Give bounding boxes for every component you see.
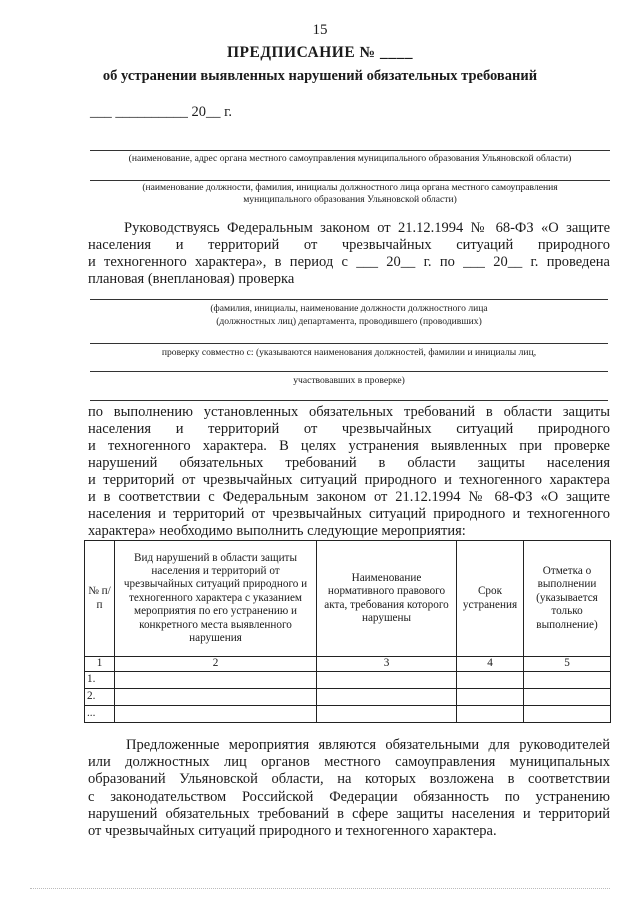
participants-caption: участвовавших в проверке) bbox=[293, 375, 405, 386]
scan-edge-artifact bbox=[30, 888, 610, 889]
row-number: 1. bbox=[85, 672, 115, 689]
column-number: 5 bbox=[524, 657, 611, 672]
document-subtitle: об устранении выявленных нарушений обязательных требований bbox=[102, 68, 538, 84]
column-number: 3 bbox=[317, 657, 457, 672]
header-number: № п/п bbox=[85, 541, 115, 657]
column-number: 4 bbox=[457, 657, 524, 672]
row-number: 2. bbox=[85, 689, 115, 706]
official-caption-2: муниципального образования Ульяновской области) bbox=[243, 194, 457, 205]
paragraph-2-line: нарушений обязательных требований в области защиты населения bbox=[88, 455, 610, 471]
official-caption-1: (наименование должности, фамилия, инициалы должностного лица органа местного самоуправления bbox=[142, 182, 558, 193]
paragraph-2-line: характера» необходимо выполнить следующие мероприятия: bbox=[88, 523, 466, 539]
header-legal-act: Наименование нормативного правового акта, требования которого нарушены bbox=[317, 541, 457, 657]
paragraph-3-line: нарушений обязательных требований в сфере защиты населения и территорий bbox=[88, 805, 610, 822]
table-cell bbox=[115, 706, 317, 723]
paragraph-2-line: и в соответствии с Федеральным законом от 21.12.1994 № 68-ФЗ «О защите bbox=[88, 489, 610, 505]
paragraph-1-line: Руководствуясь Федеральным законом от 21.12.1994 № 68-ФЗ «О защите bbox=[124, 220, 610, 236]
paragraph-3 bbox=[88, 737, 610, 840]
joint-line bbox=[90, 343, 608, 344]
paragraph-3-line: от чрезвычайных ситуаций природного и техногенного характера. bbox=[88, 823, 497, 840]
paragraph-1 bbox=[88, 220, 610, 288]
table-cell bbox=[457, 706, 524, 723]
table-row bbox=[85, 706, 611, 723]
table-cell bbox=[524, 706, 611, 723]
table-cell bbox=[524, 689, 611, 706]
table-row bbox=[85, 689, 611, 706]
column-number: 1 bbox=[85, 657, 115, 672]
date-line: ___ __________ 20__ г. bbox=[90, 104, 233, 120]
joint-caption: проверку совместно с: (указываются наименования должностей, фамилии и инициалы лиц, bbox=[161, 347, 537, 358]
paragraph-3-line: с законодательством Российской Федерации обязанность по устранению bbox=[88, 788, 610, 805]
official-line bbox=[90, 180, 610, 181]
paragraph-1-line: и техногенного характера», в период с ___ 20__ г. по ___ 20__ г. проведена bbox=[88, 254, 610, 270]
inspector-caption-2: (должностных лиц) департамента, проводившего (проводивших) bbox=[216, 316, 482, 327]
paragraph-3-line: или должностных лиц органов местного самоуправления муниципальных bbox=[88, 754, 610, 771]
table-cell bbox=[115, 672, 317, 689]
table-cell bbox=[317, 672, 457, 689]
paragraph-3-line: Предложенные мероприятия являются обязательными для руководителей bbox=[126, 737, 610, 753]
table-cell bbox=[457, 689, 524, 706]
paragraph-1-line: плановая (внеплановая) проверка bbox=[88, 271, 295, 287]
paragraph-2 bbox=[88, 404, 610, 540]
table-cell bbox=[317, 706, 457, 723]
paragraph-3-line: образований Ульяновской области, на которых возложена в соответствии bbox=[88, 771, 610, 788]
paragraph-2-line: и техногенного характера. В целях устранения выявленных при проверке bbox=[88, 438, 610, 454]
table-number-row bbox=[85, 657, 611, 672]
participants-line-2 bbox=[90, 400, 608, 401]
paragraph-1-line: населения и территорий от чрезвычайных ситуаций природного bbox=[88, 237, 610, 253]
table-cell bbox=[317, 689, 457, 706]
paragraph-2-line: и территорий от чрезвычайных ситуаций природного и техногенного характера bbox=[88, 472, 610, 488]
inspector-line bbox=[90, 299, 608, 300]
table-cell bbox=[457, 672, 524, 689]
row-number: ... bbox=[85, 706, 115, 723]
header-violation: Вид нарушений в области защиты населения и территорий от чрезвычайных ситуаций природного и техногенного характера с указанием мероприятия по его устранению и конкретного места выявленного нарушения bbox=[115, 541, 317, 657]
org-line bbox=[90, 150, 610, 151]
org-caption: (наименование, адрес органа местного самоуправления муниципального образования Ульяновской области) bbox=[128, 153, 572, 164]
paragraph-2-line: населения и территорий от чрезвычайных ситуаций природного и техногенного bbox=[88, 506, 610, 522]
table-row bbox=[85, 672, 611, 689]
participants-line bbox=[90, 371, 608, 372]
page-number: 15 bbox=[312, 22, 328, 38]
table-header-row bbox=[85, 541, 611, 657]
paragraph-2-line: населения и территорий от чрезвычайных ситуаций природного bbox=[88, 421, 610, 437]
table-cell bbox=[524, 672, 611, 689]
paragraph-2-line: по выполнению установленных обязательных требований в области защиты bbox=[88, 404, 610, 420]
table-cell bbox=[115, 689, 317, 706]
header-completion-mark: Отметка о выполнении (указывается только выполнение) bbox=[524, 541, 611, 657]
inspector-caption-1: (фамилия, инициалы, наименование должности должностного лица bbox=[210, 303, 488, 314]
document-title: ПРЕДПИСАНИЕ № ____ bbox=[226, 44, 414, 61]
column-number: 2 bbox=[115, 657, 317, 672]
header-deadline: Срок устранения bbox=[457, 541, 524, 657]
measures-table bbox=[84, 540, 611, 723]
